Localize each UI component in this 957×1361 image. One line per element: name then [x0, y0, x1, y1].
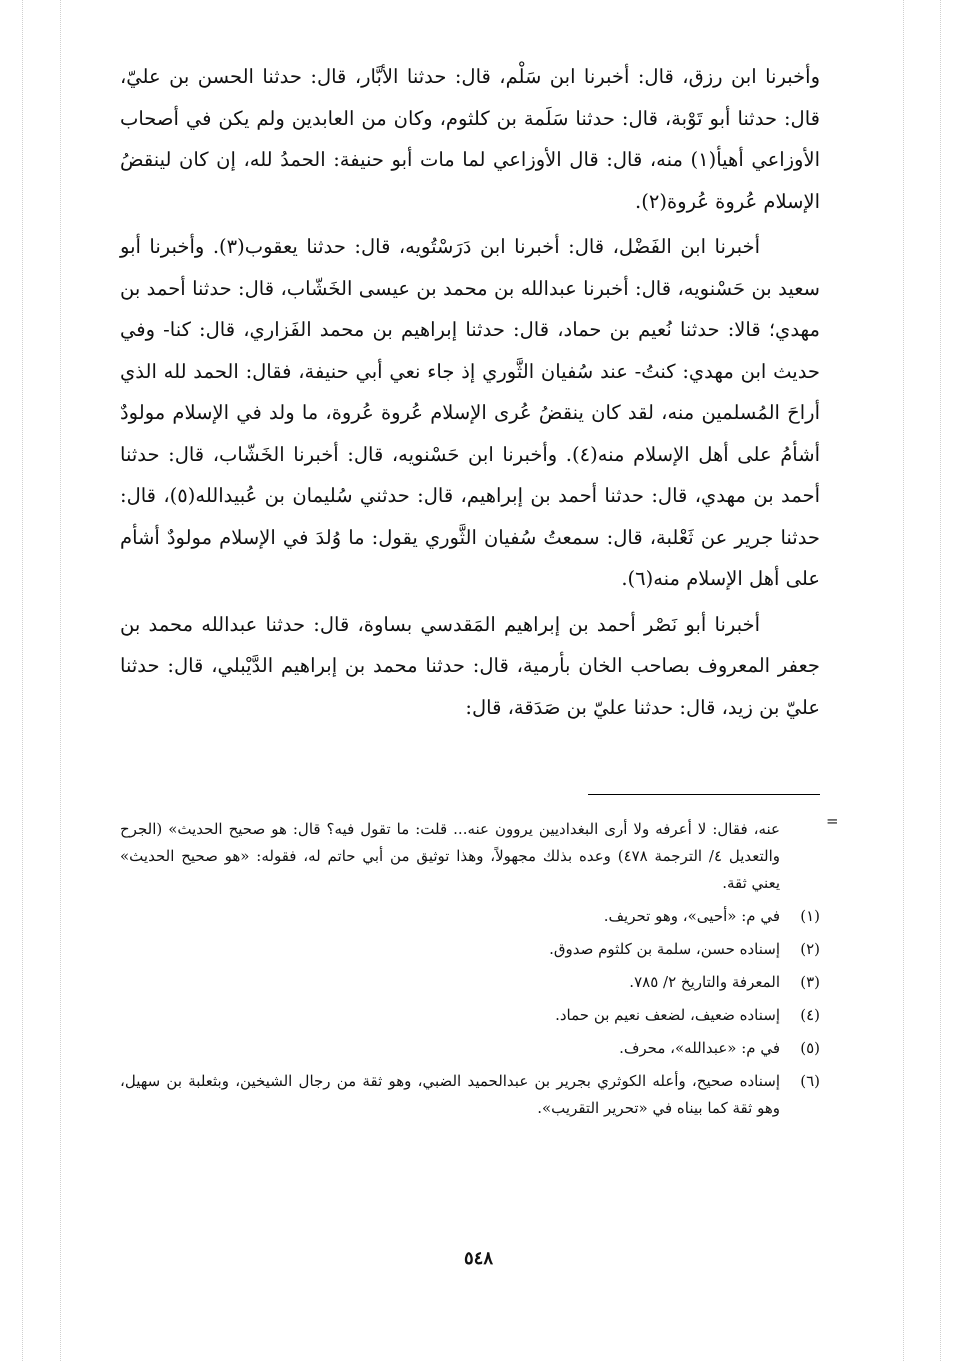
paragraph: أخبرنا ابن الفَضْل، قال: أخبرنا ابن دَرَسْتُويه، قال: حدثنا يعقوب(٣). وأخبرنا أبو سعيد بن حَسْنويه، قال: أخبرنا عبدالله بن محمد بن عيسى الخَشّاب، قال: حدثنا أحمد بن مهدي؛ قالا: حدثنا نُعيم بن حماد، قال: حدثنا إبراهيم بن محمد الفَزاري، قال: كنا- وفي حديث ابن مهدي: كنتُ- عند سُفيان الثَّوري إذ جاء نعي أبي حنيفة، فقال: الحمد لله الذي أراحَ المُسلمين منه، لقد كان ينقضُ عُرى الإسلام عُروة عُروة، ما ولد في الإسلام مولودٌ أشأمُ على أهل الإسلام منه(٤). وأخبرنا ابن حَسْنويه، قال: أخبرنا الخَشّاب، قال: حدثنا أحمد بن مهدي، قال: حدثنا أحمد بن إبراهيم، قال: حدثني سُليمان بن عُبيدالله(٥)، قال: حدثنا جرير عن ثَعْلبة، قال: سمعتُ سُفيان الثَّوري يقول: ما وُلدَ في الإسلام مولودٌ أشأم على أهل الإسلام منه(٦). — [120, 235, 821, 590]
paragraph: أخبرنا أبو نَصْر أحمد بن إبراهيم المَقدسي بساوة، قال: حدثنا عبدالله محمد بن جعفر المعروف بصاحب الخان بأرمية، قال: حدثنا محمد بن إبراهيم الدَّيْبلي، قال: حدثنا عليّ بن زيد، قال: حدثنا عليّ بن صَدَقة، قال: — [120, 612, 820, 719]
footnote-text: في م: «عبدالله»، محرف. — [619, 1039, 780, 1057]
footnote-number: (٤) — [800, 1006, 820, 1024]
footnote-text: المعرفة والتاريخ ٢/ ٧٨٥. — [629, 973, 780, 991]
paragraph: وأخبرنا ابن رزق، قال: أخبرنا ابن سَلْم، قال: حدثنا الأبَّار، قال: حدثنا الحسن بن عليّ، قال: حدثنا أبو تَوْبة، قال: حدثنا سَلَمة بن كلثوم، وكان من العابدين ولم يكن في أصحاب الأوزاعي أهيأ(١) منه، قال: قال الأوزاعي لما مات أبو حنيفة: الحمدُ لله، إن كان لينقضُ الإسلام عُروة عُروة(٢). — [120, 65, 820, 213]
footnote-text: إسناده ضعيف، لضعف نعيم بن حماد. — [555, 1006, 780, 1024]
footnote — [120, 1035, 820, 1062]
footnote-number: (٥) — [800, 1039, 820, 1057]
footnote — [120, 1068, 820, 1122]
footnote — [120, 936, 820, 963]
footnote — [120, 969, 820, 996]
footnote — [120, 1002, 820, 1029]
left-margin-dots — [22, 0, 23, 1361]
right-margin-dots — [940, 0, 941, 1361]
footnote-text: إسناده حسن، سلمة بن كلثوم صدوق. — [549, 940, 780, 958]
main-text — [120, 56, 820, 728]
footnote-continuation — [120, 816, 820, 897]
footnote-text: في م: «أحيى»، وهو تحريف. — [603, 907, 780, 925]
footnote-separator — [588, 794, 820, 795]
left-margin-dots — [60, 0, 61, 1361]
page-number: ٥٤٨ — [463, 1248, 493, 1269]
footnote — [120, 903, 820, 930]
footnote-text: عنه، فقال: لا أعرفه ولا أرى البغداديين يروون عنه... قلت: ما تقول فيه؟ قال: هو صحيح الحديث» (الجرح والتعديل ٤/ الترجمة ٤٧٨) وعده بذلك مجهولاً، وهذا توثيق من أبي حاتم له، فقوله: «هو صحيح الحديث» يعني ثقة. — [120, 820, 780, 892]
footnote-number: (٦) — [800, 1072, 820, 1090]
footnotes — [120, 816, 820, 1128]
footnote-number: (٣) — [800, 973, 820, 991]
footnote-number: (١) — [800, 907, 820, 925]
right-margin-dots — [903, 0, 904, 1361]
footnote-text: إسناده صحيح، وأعله الكوثري بجرير بن عبدالحميد الضبي، وهو ثقة من رجال الشيخين، وبثعلبة بن سهيل، وهو ثقة كما بيناه في «تحرير التقريب». — [120, 1072, 780, 1117]
footnote-continuation-mark: = — [826, 812, 839, 830]
footnote-number: (٢) — [800, 940, 820, 958]
